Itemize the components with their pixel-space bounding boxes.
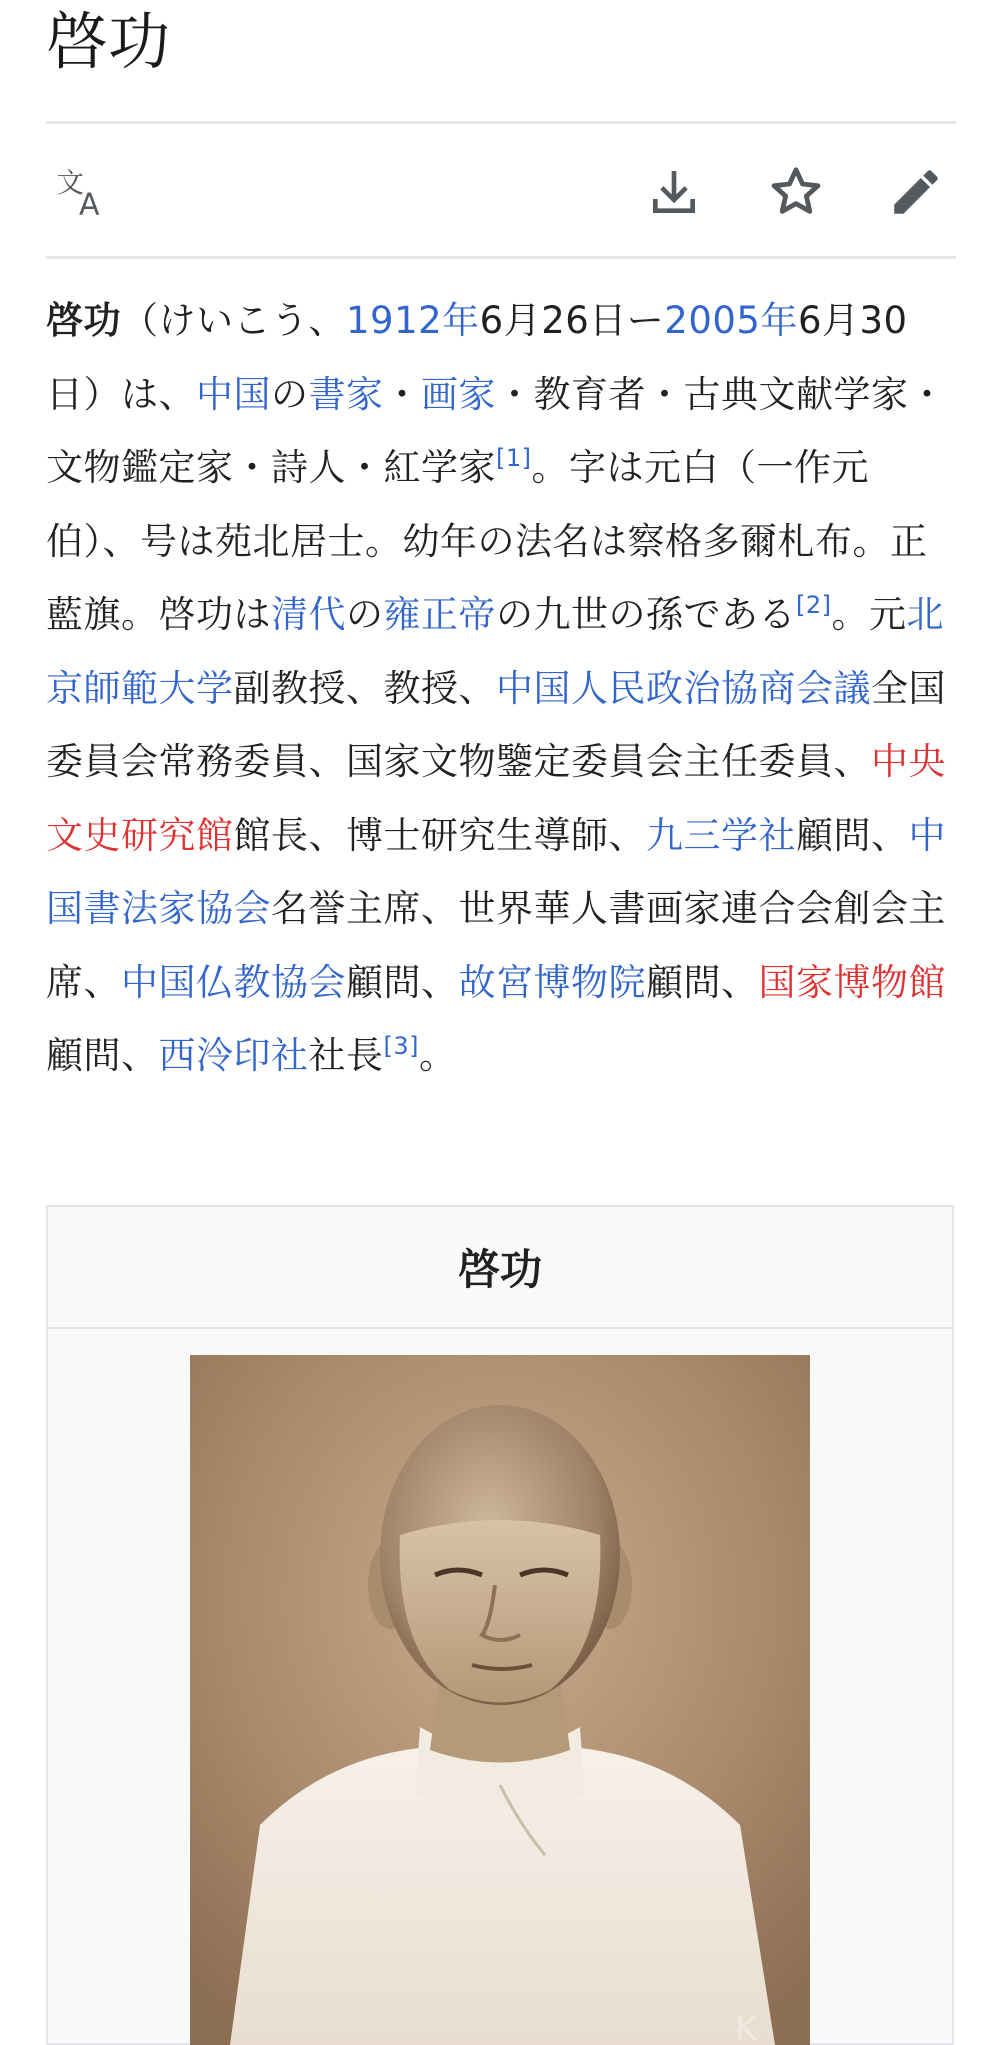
language-button[interactable] bbox=[52, 160, 116, 224]
red-link[interactable]: 中央文史研究館 bbox=[46, 740, 946, 857]
reference-link[interactable]: [3] bbox=[383, 1032, 419, 1060]
page-actions-toolbar bbox=[46, 124, 956, 256]
lead-text: 副教授、教授、 bbox=[233, 666, 496, 710]
portrait-photo[interactable] bbox=[190, 1355, 810, 2045]
portrait-image bbox=[190, 1355, 810, 2045]
article-link[interactable]: 画家 bbox=[421, 372, 496, 416]
svg-text:文: 文 bbox=[56, 167, 84, 199]
watch-star-button[interactable] bbox=[764, 160, 828, 224]
reference-link[interactable]: [2] bbox=[796, 591, 832, 619]
lead-text: ・教育者・古典文献学家・文物鑑定家・詩人・紅学家 bbox=[46, 372, 946, 489]
article-link[interactable]: 中国仏教協会 bbox=[121, 960, 346, 1004]
lead-text: 顧問、 bbox=[646, 960, 759, 1004]
article-link[interactable]: 1912年 bbox=[346, 299, 480, 342]
article-link[interactable]: 書家 bbox=[308, 372, 384, 416]
lead-text: 。元 bbox=[831, 593, 907, 636]
lead-text: 6月30日）は、 bbox=[46, 299, 908, 416]
lead-text: 顧問、 bbox=[46, 1034, 159, 1077]
lead-text: の bbox=[271, 372, 309, 416]
reference-sup bbox=[384, 1032, 420, 1060]
article-link[interactable]: 中国書法家協会 bbox=[46, 813, 946, 930]
page-title: 啓功 bbox=[46, 5, 171, 78]
lead-text: 。字は元白（一作元伯）、号は苑北居士。幼年の法名は察格多爾札布。正藍旗。啓功は bbox=[46, 446, 928, 636]
lead-paragraph bbox=[46, 284, 956, 1093]
edit-button[interactable] bbox=[884, 160, 948, 224]
article-link[interactable]: 雍正帝 bbox=[383, 593, 496, 636]
article-link[interactable]: 九三学社 bbox=[646, 813, 796, 857]
toolbar-divider bbox=[46, 256, 956, 259]
lead-text: 館長、博士研究生導師、 bbox=[233, 813, 646, 857]
lead-text: の bbox=[346, 593, 384, 636]
article-link[interactable]: 北京師範大学 bbox=[46, 593, 944, 710]
lead-text: 社長 bbox=[308, 1034, 384, 1077]
article-link[interactable]: 中国 bbox=[196, 372, 271, 416]
reference-sup bbox=[796, 591, 832, 619]
lead-text: 6月26日ー bbox=[479, 299, 665, 342]
infobox-title: 啓功 bbox=[48, 1207, 952, 1329]
lead-text: 名誉主席、世界華人書画家連合会創会主席、 bbox=[46, 887, 946, 1004]
download-button[interactable] bbox=[642, 160, 706, 224]
download-icon bbox=[646, 164, 702, 220]
lead-subject-name: 啓功 bbox=[46, 299, 121, 342]
lead-text: 顧問、 bbox=[346, 960, 459, 1004]
infobox bbox=[46, 1205, 954, 2045]
pencil-icon bbox=[887, 163, 945, 221]
lead-text: 顧問、 bbox=[796, 813, 909, 857]
article-link[interactable]: 清代 bbox=[271, 593, 346, 636]
article-link[interactable]: 故宮博物院 bbox=[458, 960, 646, 1004]
lead-text: 全国委員会常務委員、国家文物鑒定委員会主任委員、 bbox=[46, 666, 946, 783]
language-icon bbox=[54, 162, 114, 222]
lead-text: ・ bbox=[383, 372, 421, 416]
reference-sup bbox=[496, 444, 532, 472]
article-link[interactable]: 2005年 bbox=[664, 299, 798, 342]
svg-text:K: K bbox=[735, 2009, 758, 2045]
star-icon bbox=[767, 163, 825, 221]
lead-text: （けいこう、 bbox=[121, 299, 346, 342]
svg-text:A: A bbox=[79, 187, 100, 222]
lead-text: 。 bbox=[419, 1034, 457, 1077]
reference-link[interactable]: [1] bbox=[496, 444, 532, 472]
article-link[interactable]: 西泠印社 bbox=[158, 1034, 309, 1077]
article-link[interactable]: 中国人民政治協商会議 bbox=[496, 666, 871, 710]
lead-text: の九世の孫である bbox=[496, 593, 796, 636]
red-link[interactable]: 国家博物館 bbox=[758, 960, 946, 1004]
